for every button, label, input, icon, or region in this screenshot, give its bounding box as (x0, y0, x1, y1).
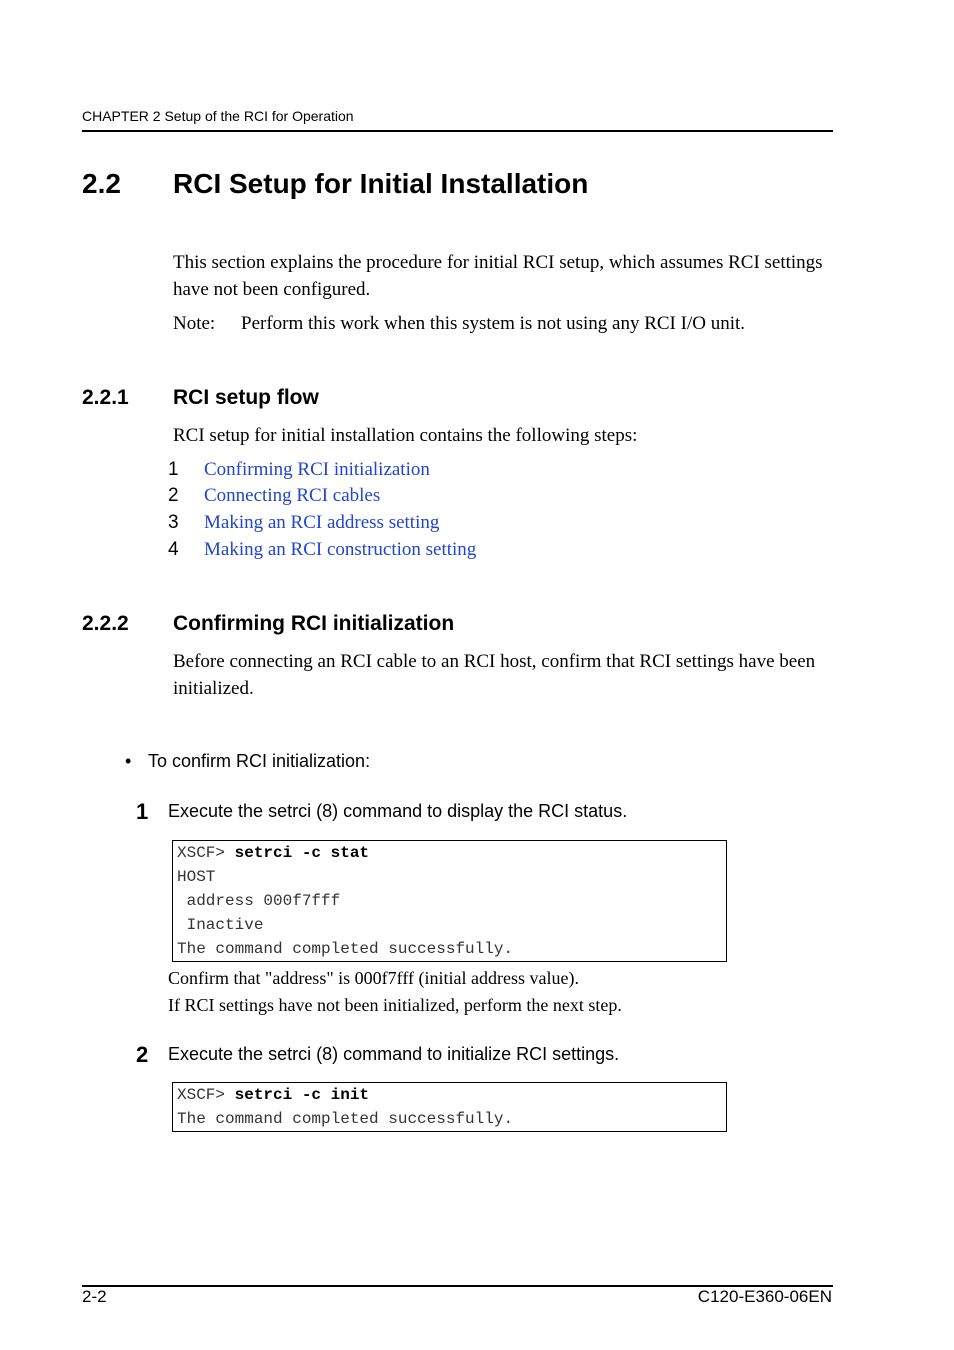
subsection-paragraph: Before connecting an RCI cable to an RCI host, confirm that RCI settings have been initialized. (173, 651, 816, 699)
link-making-rci-construction-setting[interactable]: Making an RCI construction setting (204, 539, 477, 560)
intro-paragraph: This section explains the procedure for initial RCI setup, which assumes RCI settings have not been configured. (173, 252, 823, 300)
code-block (172, 840, 727, 962)
code-line: The command completed successfully. (177, 1110, 514, 1128)
bullet-icon: • (125, 751, 132, 771)
procedure-step-text: Execute the setrci (8) command to display the RCI status. (168, 801, 628, 821)
flow-intro: RCI setup for initial installation contains the following steps: (173, 425, 638, 446)
subsection-title: Confirming RCI initialization (173, 612, 455, 635)
subsection-number: 2.2.1 (82, 386, 129, 409)
code-line: HOST (177, 868, 216, 886)
step-number: 3 (168, 512, 179, 533)
section-number: 2.2 (82, 168, 121, 199)
code-line: Inactive (177, 916, 264, 934)
section-title: RCI Setup for Initial Installation (173, 168, 589, 199)
running-header: CHAPTER 2 Setup of the RCI for Operation (82, 108, 354, 124)
code-line: address 000f7fff (177, 892, 341, 910)
code-line: XSCF> setrci -c init (177, 1086, 370, 1104)
subsection-title: RCI setup flow (173, 386, 319, 409)
note-text: Perform this work when this system is not using any RCI I/O unit. (241, 313, 746, 334)
step-number: 4 (168, 539, 179, 560)
code-block (172, 1082, 727, 1132)
link-making-rci-address-setting[interactable]: Making an RCI address setting (204, 512, 440, 533)
code-line: The command completed successfully. (177, 940, 514, 958)
code-line: XSCF> setrci -c stat (177, 844, 370, 862)
procedure-step-number: 2 (136, 1042, 149, 1067)
link-confirming-rci-initialization[interactable]: Confirming RCI initialization (204, 459, 430, 480)
step-number: 2 (168, 485, 179, 506)
procedure-step-text: Execute the setrci (8) command to initialize RCI settings. (168, 1044, 620, 1064)
header-rule (82, 130, 833, 132)
page-number: 2-2 (82, 1287, 107, 1306)
procedure-step-number: 1 (136, 799, 149, 824)
note-label: Note: (173, 313, 216, 334)
document-id: C120-E360-06EN (697, 1287, 832, 1306)
step-number: 1 (168, 459, 179, 480)
link-connecting-rci-cables[interactable]: Connecting RCI cables (204, 485, 381, 506)
subsection-number: 2.2.2 (82, 612, 129, 635)
next-step-text: If RCI settings have not been initialized, perform the next step. (168, 995, 622, 1015)
confirm-text: Confirm that "address" is 000f7fff (initial address value). (168, 968, 579, 988)
bullet-text: To confirm RCI initialization: (148, 751, 371, 771)
